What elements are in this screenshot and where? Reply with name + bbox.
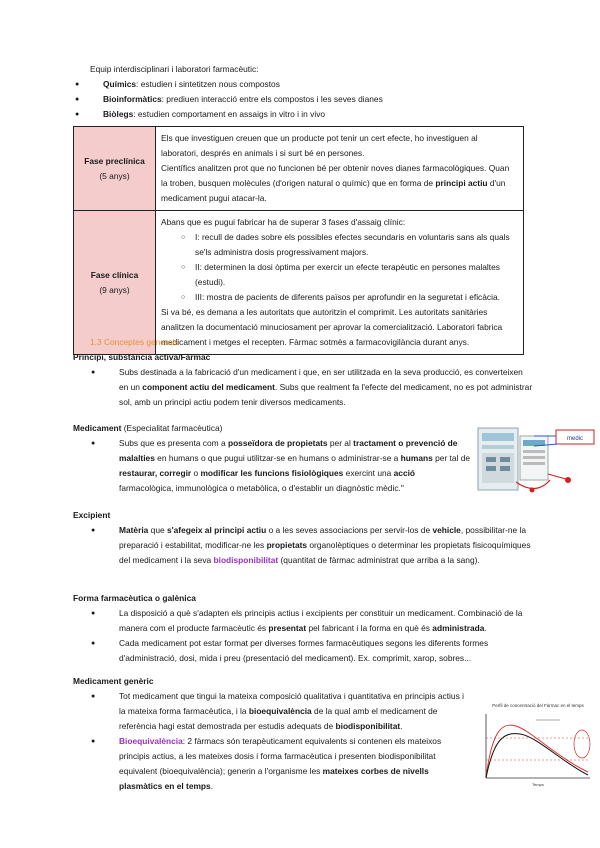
clinic-row bbox=[74, 211, 524, 355]
generic-title: Medicament genèric bbox=[73, 676, 154, 686]
medicament-item: ● Subs que es presenta com a posseïdora de propietats per al tractament o prevenció de malalties en humans o que pugui utilitzar-se en humans o administrar-se a humans per tal de restaurar, corregir o modificar les funcions fisiològiques exercint una acció farmacològica, immunològica o metabòlica, o d'establir un diagnòstic mèdic." bbox=[89, 436, 471, 496]
excipient-title: Excipient bbox=[73, 510, 111, 520]
generic-block bbox=[73, 674, 471, 794]
chart-title: Perfil de concentració del Fàrmac en el temps bbox=[492, 703, 584, 708]
chart-x-label: Temps bbox=[532, 782, 544, 787]
excipient-item: ● Matèria que s'afegeix al principi actiu o a les seves associacions per servir-los de vehicle, possibilitar-ne la preparació i estabilitat, modificar-ne les propietats organolèptiques o determinar les propietats fisicoquímiques del medicament i la seva biodisponibilitat (quantitat de fàrmac administrat que arriba a la sang). bbox=[89, 523, 533, 568]
clinic-text-cell bbox=[156, 211, 524, 355]
preclinic-label: Fase preclínica bbox=[84, 155, 145, 166]
principi-title: Principi, substància activa/Fàrmac bbox=[73, 352, 211, 362]
clinic-intro: Abans que es pugui fabricar ha de superar 3 fases d'assaig clínic: bbox=[161, 217, 406, 227]
intro-item-bioinformatics: ● Bioinformàtics: prediuen interacció entre els compostos i les seves dianes bbox=[73, 92, 530, 107]
medicament-title: Medicament (Especialitat farmacèutica) bbox=[73, 423, 223, 433]
excipient-block bbox=[73, 508, 533, 568]
preclinic-row bbox=[74, 127, 524, 211]
chart-curve-reference bbox=[486, 725, 588, 778]
forma-title: Forma farmacèutica o galènica bbox=[73, 593, 196, 603]
phases-table bbox=[73, 126, 524, 355]
clinic-label-cell bbox=[74, 211, 156, 355]
preclinic-duration: (5 anys) bbox=[99, 170, 130, 181]
svg-text:medic: medic bbox=[566, 436, 584, 442]
intro-heading: Equip interdisciplinari i laboratori farmacèutic: bbox=[90, 64, 259, 74]
preclinic-paragraph-2: Científics analitzen prot que no funcionen bé per obtenir noves dianes farmacològiques. Quan la troben, busquen molècules (d'origen natural o químic) que en forma de principi actiu d'un medicament pugui atacar-la. bbox=[161, 163, 510, 203]
clinic-phase-list bbox=[161, 230, 517, 305]
chart-annotation-ellipse bbox=[574, 730, 590, 758]
preclinic-text-cell bbox=[156, 127, 524, 211]
principi-item: ● Subs destinada a la fabricació d'un medicament i que, en ser utilitzada en la seva producció, es converteixen en un component actiu del medicament. Subs que realment fa l'efecte del medicament, no es pot administrar sol, amb un principi actiu podem tenir diversos medicaments. bbox=[89, 365, 533, 410]
forma-item-2: ● Cada medicament pot estar format per diverses formes farmacèutiques segons les diferents formes d'administració, dosi, mida i preu (presentació del medicament). Ex. comprimit, xarop, sobres... bbox=[89, 636, 533, 666]
forma-block bbox=[73, 591, 533, 666]
intro-item-biologists: ● Biòlegs: estudien comportament en assaigs in vitro i in vivo bbox=[73, 107, 530, 122]
generic-item-1: ● Tot medicament que tingui la mateixa composició qualitativa i quantitativa en principis actius i la mateixa forma farmacèutica, i la bioequivalència de la qual amb el medicament de referència hagi estat demostrada per estudis adequats de biodisponibilitat. bbox=[89, 689, 471, 734]
intro-item-chemists: ● Químics: estudien i sintetitzen nous compostos bbox=[73, 77, 530, 92]
medicament-block bbox=[73, 421, 471, 496]
principi-block bbox=[73, 350, 533, 410]
medicine-package-image bbox=[476, 424, 596, 498]
generic-item-2: ● Bioequivalència: 2 fàrmacs són terapèuticament equivalents si contenen els mateixos principis actius, a les mateixes dosis i forma farmacèutica i presenten biodisponibilitat equivalent (bioequivalència); generin a l'organisme les mateixes corbes de nivells plasmàtics en el temps. bbox=[89, 734, 471, 794]
preclinic-paragraph-1: Els que investiguen creuen que un producte pot tenir un cert efecte, ho investiguen al laboratori, després en animals i si surt bé en persones. bbox=[161, 133, 478, 158]
clinic-phase-3: ○ III: mostra de pacients de diferents països per aprofundir en la seguretat i eficàcia. bbox=[161, 290, 517, 305]
clinic-outro: Si va bé, es demana a les autoritats que autoritzin el comprimit. Les autoritats sanitàries analitzen la documentació minuciosament per aprovar la comercialització. Laboratori fabrica medicament i metges el recepten. Fàrmac sotmès a farmacovigilància durant anys. bbox=[161, 307, 503, 347]
clinic-duration: (9 anys) bbox=[99, 284, 130, 295]
clinic-phase-2: ○ II: determinen la dosi òptima per exercir un efecte terapèutic en persones malaltes (estudi). bbox=[161, 260, 517, 290]
preclinic-label-cell bbox=[74, 127, 156, 211]
clinic-phase-1: ○ I: recull de dades sobre els possibles efectes secundaris en voluntaris sans als quals se'ls administra dosis progressivament majors. bbox=[161, 230, 517, 260]
clinic-label: Fase clínica bbox=[90, 269, 139, 280]
forma-item-1: ● La disposició a què s'adapten els principis actius i excipients per constituir un medicament. Combinació de la manera com el producte farmacèutic és presentat pel fabricant i la forma en què és administrada. bbox=[89, 606, 533, 636]
concentration-time-chart bbox=[478, 700, 596, 790]
section-title: 1.3 Conceptes generals bbox=[90, 337, 179, 347]
intro-block bbox=[90, 62, 530, 122]
chart-curve-generic bbox=[486, 734, 588, 778]
